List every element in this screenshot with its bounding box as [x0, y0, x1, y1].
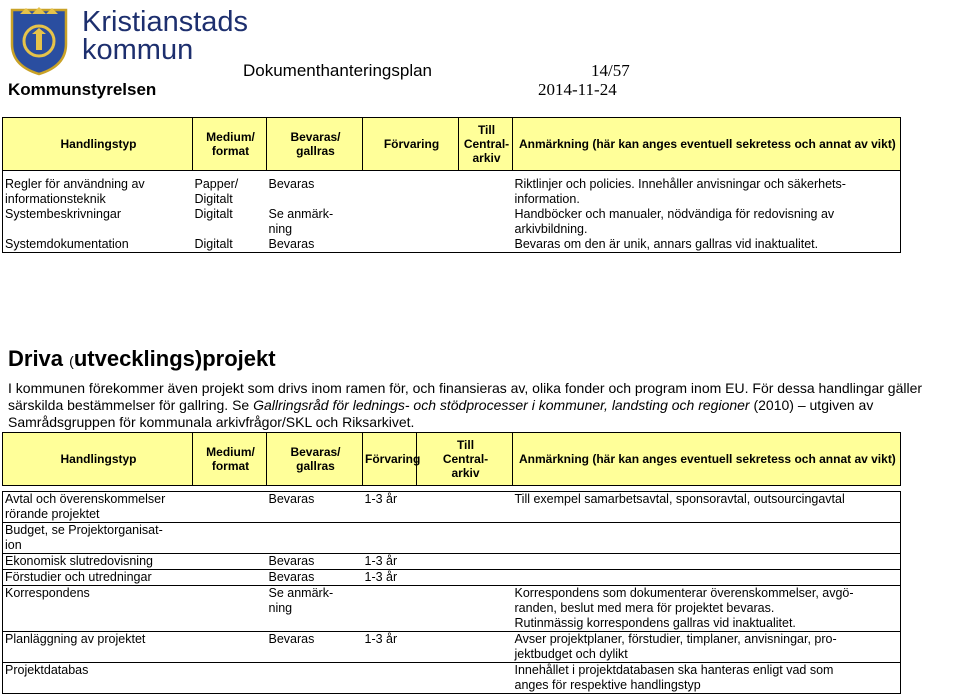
cell-forvaring [363, 171, 459, 208]
cell-medium [193, 632, 267, 663]
brand-line1: Kristianstads [82, 6, 249, 38]
cell-medium [193, 492, 267, 523]
cell-handlingstyp: Regler för användning av informationsteknik [5, 177, 145, 206]
records-table-2 [2, 432, 901, 694]
cell-handlingstyp: Budget, se Projektorganisat- ion [5, 523, 163, 552]
cell-forvaring: 1-3 år [364, 632, 398, 646]
cell-anmarkning: Bevaras om den är unik, annars gallras vid inaktualitet. [514, 237, 819, 251]
section-paragraph: I kommunen förekommer även projekt som drivs inom ramen för, och finansieras av, olika fonder och program inom EU. För dessa handlingar gäller särskilda bestämmelser för gallring. Se Gallringsråd för lednings- och stödprocesser i kommuner, landsting och regioner (2010) – utgiven av Samrådsgruppen för kommunala arkivfrågor/SKL och Riksarkivet. [8, 380, 923, 430]
table-body [3, 171, 901, 253]
cell-handlingstyp: Systembeskrivningar [5, 207, 122, 221]
col-header-anmarkning: Anmärkning (här kan anges eventuell sekretess och annat av vikt) [513, 118, 901, 171]
cell-bevaras: Se anmärk- ning [268, 207, 334, 236]
cell-bevaras: Bevaras [268, 632, 315, 646]
publication-title: Gallringsråd för lednings- och stödprocesser i kommuner, landsting och regioner [253, 397, 750, 413]
cell-till [459, 171, 513, 208]
table-header-row [3, 118, 901, 171]
col-header-medium: Medium/ format [193, 433, 267, 486]
cell-till [459, 207, 513, 237]
col-header-anmarkning: Anmärkning (här kan anges eventuell sekretess och annat av vikt) [513, 433, 901, 486]
cell-forvaring [363, 523, 513, 554]
cell-anmarkning: Riktlinjer och policies. Innehåller anvisningar och säkerhets- information. [514, 177, 846, 206]
cell-anmarkning: Till exempel samarbetsavtal, sponsoravtal, outsourcingavtal [514, 492, 845, 506]
cell-forvaring: 1-3 år [364, 570, 398, 584]
cell-anmarkning: Avser projektplaner, förstudier, timplaner, anvisningar, pro- jektbudget och dylikt [514, 632, 837, 661]
cell-forvaring [363, 207, 459, 237]
organization-name: Kommunstyrelsen [8, 80, 157, 99]
cell-forvaring [363, 237, 459, 253]
table-row [3, 171, 901, 208]
col-header-bevaras: Bevaras/ gallras [267, 118, 363, 171]
col-header-medium: Medium/ format [193, 118, 267, 171]
cell-bevaras: Bevaras [268, 177, 315, 191]
page-number: 14/57 [591, 61, 630, 80]
col-header-forvaring: Förvaring [363, 118, 459, 171]
cell-bevaras: Bevaras [268, 554, 315, 568]
coat-of-arms-logo [6, 4, 72, 76]
cell-medium [193, 554, 267, 570]
cell-handlingstyp: Korrespondens [5, 586, 90, 600]
cell-anmarkning: Innehållet i projektdatabasen ska hanteras enligt vad som anges för respektive handlingstyp [514, 663, 834, 692]
cell-forvaring [363, 663, 513, 694]
cell-handlingstyp: Avtal och överenskommelser rörande projektet [5, 492, 166, 521]
table-row [3, 663, 901, 694]
cell-forvaring [363, 586, 513, 632]
table-row [3, 586, 901, 632]
cell-anmarkning: Handböcker och manualer, nödvändiga för redovisning av arkivbildning. [514, 207, 835, 236]
cell-handlingstyp: Ekonomisk slutredovisning [5, 554, 153, 568]
cell-bevaras [267, 663, 363, 694]
table-row [3, 207, 901, 237]
table-row [3, 554, 901, 570]
document-date: 2014-11-24 [538, 80, 617, 99]
col-header-bevaras: Bevaras/ gallras [267, 433, 363, 486]
cell-bevaras: Bevaras [268, 492, 315, 506]
col-header-till: Till Central- arkiv [459, 118, 513, 171]
table-row [3, 523, 901, 554]
table-header-row [3, 433, 901, 486]
cell-medium [193, 586, 267, 632]
table-body [3, 492, 901, 694]
cell-bevaras: Se anmärk- ning [268, 586, 334, 615]
table-row [3, 237, 901, 253]
cell-handlingstyp: Systemdokumentation [5, 237, 129, 251]
cell-anmarkning [513, 523, 901, 554]
brand-name [82, 8, 248, 64]
col-header-handlingstyp: Handlingstyp [3, 433, 193, 486]
cell-medium [193, 570, 267, 586]
cell-medium: Papper/ Digitalt [194, 177, 239, 206]
cell-medium [193, 663, 267, 694]
cell-medium: Digitalt [194, 237, 233, 251]
cell-bevaras: Bevaras [268, 237, 315, 251]
records-table-1 [2, 117, 901, 253]
col-header-till: Till Central- arkiv [417, 433, 513, 486]
section-heading: Driva (utvecklings)projekt [8, 346, 276, 371]
cell-handlingstyp: Projektdatabas [5, 663, 89, 677]
cell-medium: Digitalt [194, 207, 233, 221]
table-row [3, 570, 901, 586]
cell-bevaras [267, 523, 363, 554]
cell-anmarkning [513, 570, 901, 586]
cell-handlingstyp: Förstudier och utredningar [5, 570, 152, 584]
cell-anmarkning [513, 554, 901, 570]
table-row [3, 632, 901, 663]
cell-till [459, 237, 513, 253]
col-header-handlingstyp: Handlingstyp [3, 118, 193, 171]
cell-forvaring: 1-3 år [364, 554, 398, 568]
cell-medium [193, 523, 267, 554]
col-header-forvaring: Förvaring [363, 433, 417, 486]
cell-bevaras: Bevaras [268, 570, 315, 584]
cell-anmarkning: Korrespondens som dokumenterar överenskommelser, avgö- randen, beslut med mera för projektet bevaras. Rutinmässig korrespondens gallras vid inaktualitet. [514, 586, 854, 630]
table-row [3, 492, 901, 523]
cell-handlingstyp: Planläggning av projektet [5, 632, 146, 646]
brand-line2: kommun [82, 34, 194, 66]
cell-forvaring: 1-3 år [364, 492, 398, 506]
document-title: Dokumenthanteringsplan [243, 61, 433, 80]
